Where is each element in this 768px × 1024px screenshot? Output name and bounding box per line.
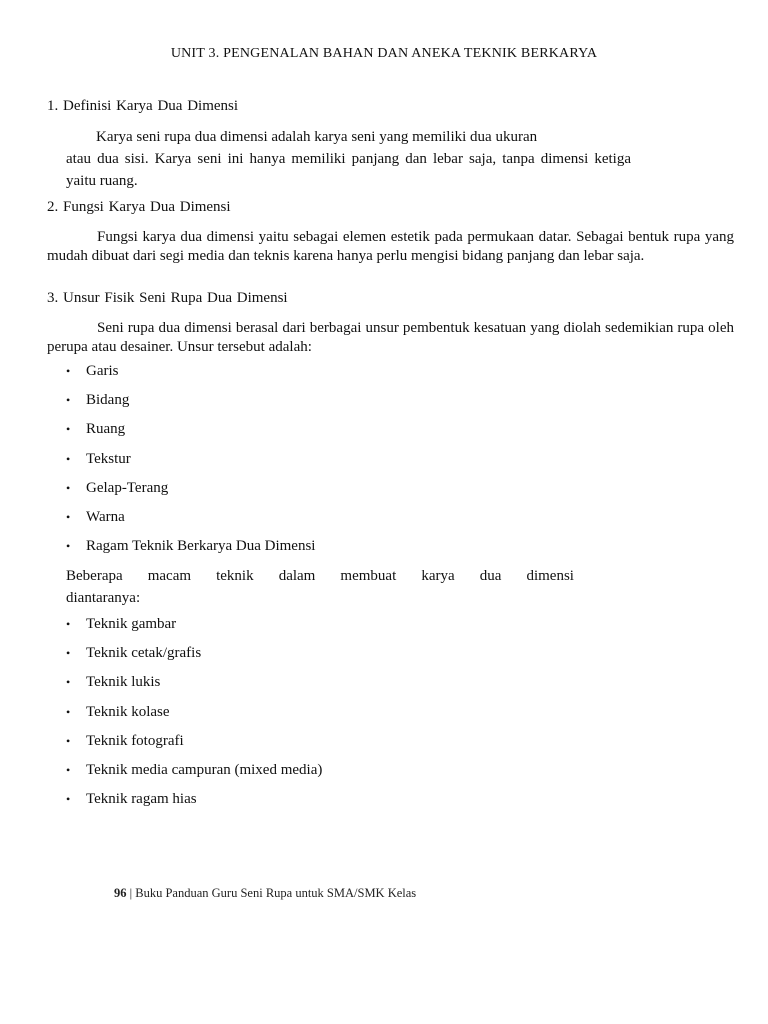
section-heading-fungsi: 2. Fungsi Karya Dua Dimensi [47, 199, 231, 215]
technique-item [66, 643, 322, 672]
intro-word: teknik [216, 568, 254, 584]
element-item-label: Gelap-Terang [86, 479, 169, 496]
bullet-icon: • [66, 539, 71, 554]
bullet-icon: • [66, 393, 71, 408]
techniques-list [66, 614, 322, 818]
element-item [66, 419, 315, 448]
bullet-icon: • [66, 617, 71, 631]
technique-item [66, 760, 322, 789]
paragraph-fungsi: Fungsi karya dua dimensi yaitu sebagai elemen estetik pada permukaan datar. Sebagai bentuk rupa yang mudah dibuat dari segi media dan teknis karena hanya perlu mengisi bidang panjang dan lebar saja. [47, 229, 734, 264]
intro-word: membuat [340, 568, 397, 584]
element-item-label: Warna [86, 508, 125, 525]
book-title: Buku Panduan Guru Seni Rupa untuk SMA/SMK Kelas [135, 886, 417, 900]
element-item-label: Garis [86, 363, 119, 379]
technique-item [66, 731, 322, 760]
techniques-intro-line1 [66, 565, 574, 587]
technique-item-label: Teknik ragam hias [86, 791, 197, 808]
footer-separator: | [126, 886, 136, 900]
section-heading-unsur: 3. Unsur Fisik Seni Rupa Dua Dimensi [47, 290, 288, 306]
intro-word: karya [421, 568, 455, 584]
intro-word: dua [479, 568, 502, 584]
element-item-label: Tekstur [86, 450, 131, 467]
bullet-icon: • [66, 733, 71, 748]
bullet-icon: • [66, 792, 71, 807]
paragraph-definisi-rest: atau dua sisi. Karya seni ini hanya memiliki panjang dan lebar saja, tanpa dimensi ketiga yaitu ruang. [66, 151, 631, 189]
element-item [66, 390, 315, 419]
element-item [66, 478, 315, 507]
element-item [66, 536, 315, 565]
page-footer [114, 886, 416, 901]
techniques-intro [66, 565, 574, 609]
element-item-label: Bidang [86, 392, 130, 409]
technique-item-label: Teknik fotografi [86, 732, 184, 749]
element-item-label: Ruang [86, 421, 126, 438]
technique-item [66, 702, 322, 731]
page-number: 96 [114, 886, 127, 900]
bullet-icon: • [66, 762, 71, 777]
bullet-icon: • [66, 646, 71, 661]
intro-word: dalam [278, 568, 316, 584]
section-heading-definisi: 1. Definisi Karya Dua Dimensi [47, 98, 239, 114]
bullet-icon: • [66, 675, 71, 690]
paragraph-unsur: Seni rupa dua dimensi berasal dari berbagai unsur pembentuk kesatuan yang diolah sedemikian rupa oleh perupa atau desainer. Unsur tersebut adalah: [47, 320, 734, 355]
element-item [66, 361, 315, 390]
bullet-icon: • [66, 451, 71, 466]
technique-item-label: Teknik lukis [86, 674, 161, 691]
technique-item [66, 672, 322, 701]
technique-item [66, 789, 322, 818]
technique-item-label: Teknik kolase [86, 703, 170, 720]
elements-list [66, 361, 315, 565]
element-item-label: Ragam Teknik Berkarya Dua Dimensi [86, 538, 316, 555]
bullet-icon: • [66, 704, 71, 719]
technique-item-label: Teknik cetak/grafis [86, 645, 202, 662]
element-item [66, 449, 315, 478]
technique-item-label: Teknik media campuran (mixed media) [86, 761, 323, 778]
bullet-icon: • [66, 480, 71, 495]
intro-word: dimensi [526, 568, 574, 584]
unit-title: UNIT 3. PENGENALAN BAHAN DAN ANEKA TEKNIK BERKARYA [170, 46, 598, 61]
bullet-icon: • [66, 422, 71, 437]
bullet-icon: • [66, 364, 71, 378]
intro-word: macam [147, 568, 192, 584]
techniques-intro-line2: diantaranya: [66, 590, 141, 606]
bullet-icon: • [66, 509, 71, 524]
paragraph-definisi [66, 126, 631, 192]
paragraph-definisi-line1: Karya seni rupa dua dimensi adalah karya seni yang memiliki dua ukuran [96, 129, 538, 145]
element-item [66, 507, 315, 536]
intro-word: Beberapa [66, 568, 123, 584]
technique-item [66, 614, 322, 643]
technique-item-label: Teknik gambar [86, 616, 177, 632]
